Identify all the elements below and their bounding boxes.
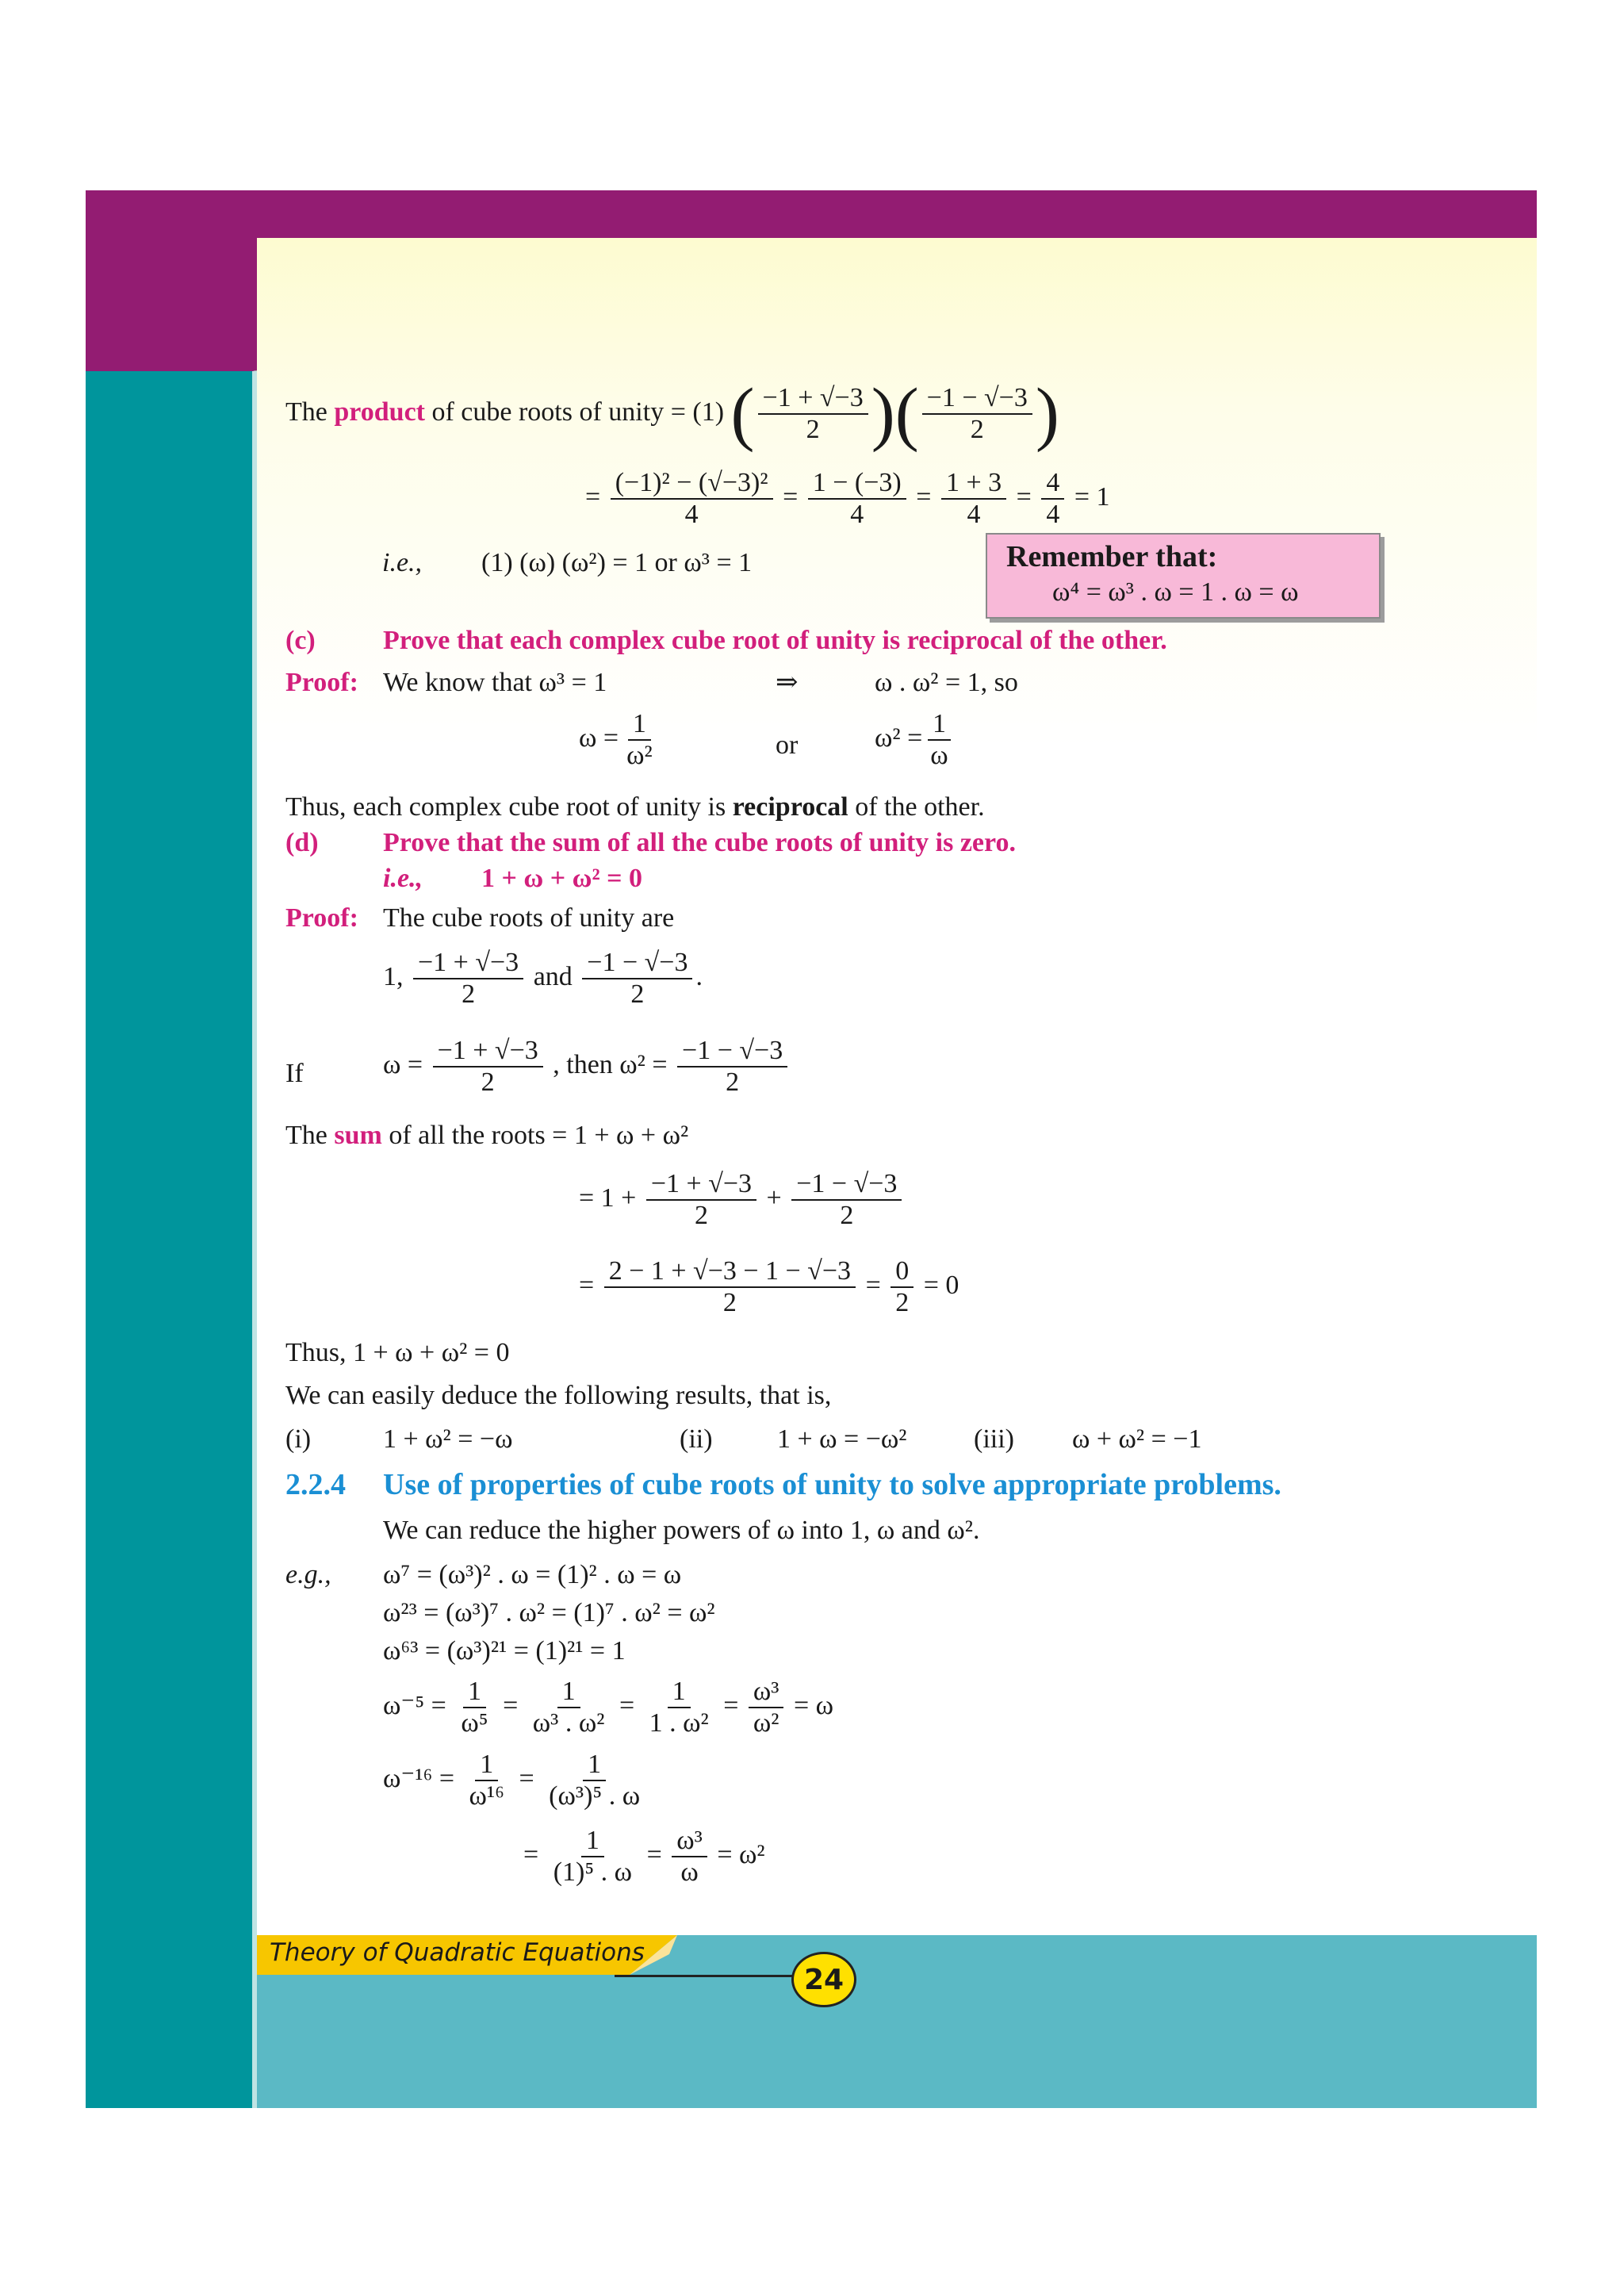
product-ie-label: i.e., [382, 548, 423, 577]
part-d-label: (d) [285, 828, 319, 857]
left-teal-bar [86, 371, 254, 2108]
deduce-line: We can easily deduce the following results, that is, [285, 1381, 832, 1410]
product-fraction-2: $\frac{-1 - √-3}{2}$ [922, 383, 1032, 445]
example-3: ω⁶³ = (ω³)²¹ = (1)²¹ = 1 [383, 1636, 626, 1665]
product-ie-text: (1) (ω) (ω²) = 1 or ω³ = 1 [481, 548, 753, 577]
section-title: Use of properties of cube roots of unity to solve appropriate problems. [383, 1468, 1281, 1501]
part-c-reciprocal-w: ω = $\frac{1}{\text{ω²}}$ [579, 709, 653, 770]
left-bar-divider [252, 371, 257, 2108]
result-iii: ω + ω² = −1 [1072, 1424, 1202, 1454]
example-2: ω²³ = (ω³)⁷ . ω² = (1)⁷ . ω² = ω² [383, 1598, 715, 1627]
result-ii-label: (ii) [680, 1424, 713, 1454]
example-6: = $\frac{1}{\text{(1)⁵ . ω}}$ = $\frac{\text{ω³}}{\omega}$ = ω² [523, 1826, 765, 1887]
section-intro: We can reduce the higher powers of ω into 1, ω and ω². [383, 1516, 980, 1545]
remember-box [986, 533, 1381, 619]
product-keyword: product [334, 397, 425, 427]
section-number: 2.2.4 [285, 1468, 346, 1501]
result-i: 1 + ω² = −ω [383, 1424, 513, 1454]
cube-roots-list: 1, $\frac{-1 + √-3}{2}$ and $\frac{-1 - √-3}{2}$ . [383, 948, 703, 1009]
part-c-conclusion: Thus, each complex cube root of unity is reciprocal of the other. [285, 792, 985, 822]
part-c-line1b: ω . ω² = 1, so [875, 668, 1018, 697]
sum-line: The sum of all the roots = 1 + ω + ω² [285, 1121, 689, 1150]
part-c-line1a: We know that ω³ = 1 [383, 668, 607, 697]
example-1: ω⁷ = (ω³)² . ω = (1)² . ω = ω [383, 1560, 682, 1589]
remember-formula: ω⁴ = ω³ . ω = 1 . ω = ω [1052, 577, 1299, 607]
product-steps: = $\frac{\text{(−1)² − (√−3)²}}{4}$ = $\frac{1 - (-3)}{4}$ = $\frac{1 + 3}{4}$ = $\frac{4}{4}$ = 1 [585, 468, 1110, 529]
sum-step-1: = 1 + $\frac{-1 + √-3}{2}$ + $\frac{-1 - √-3}{2}$ [579, 1169, 905, 1231]
part-c-or: or [776, 730, 799, 760]
product-fraction-1: $\frac{-1 + √-3}{2}$ [758, 383, 868, 445]
product-line: The product of cube roots of unity = (1) ( $\frac{-1 + √-3}{2}$ )( $\frac{-1 - √-3}{2}$ ) [285, 374, 1059, 453]
if-label: If [285, 1059, 304, 1088]
result-iii-label: (iii) [974, 1424, 1014, 1454]
sum-conclusion: Thus, 1 + ω + ω² = 0 [285, 1338, 510, 1367]
part-c-proof-label: Proof: [285, 668, 358, 697]
part-d-heading: Prove that the sum of all the cube roots of unity is zero. [383, 828, 1016, 857]
part-d-ie-eq: 1 + ω + ω² = 0 [481, 864, 643, 893]
omega-definitions: ω = $\frac{-1 + √-3}{2}$ , then ω² = $\frac{-1 - √-3}{2}$ [383, 1036, 791, 1098]
example-5: ω⁻¹⁶ = $\frac{1}{\text{ω¹⁶}}$ = $\frac{1}{\text{(ω³)⁵ . ω}}$ [383, 1750, 641, 1811]
footer-book-title: Theory of Quadratic Equations [270, 1938, 645, 1967]
footer-rule [615, 1975, 793, 1977]
remember-title: Remember that: [1006, 540, 1218, 573]
example-4: ω⁻⁵ = $\frac{1}{\text{ω⁵}}$ = $\frac{1}{\text{ω³ . ω²}}$ = $\frac{1}{\text{1 . ω²}}$ = $\frac{\text{ω³}}{\text{ω²}}$ = ω [383, 1677, 834, 1738]
eg-label: e.g., [285, 1560, 331, 1589]
implies-arrow: ⇒ [776, 668, 799, 697]
part-c-label: (c) [285, 626, 316, 655]
result-ii: 1 + ω = −ω² [777, 1424, 907, 1454]
part-d-proof-text: The cube roots of unity are [383, 903, 675, 933]
sum-step-2: = $\frac{2 - 1 + √-3 - 1 - √-3}{2}$ = $\frac{0}{2}$ = 0 [579, 1256, 959, 1317]
part-c-heading: Prove that each complex cube root of unity is reciprocal of the other. [383, 626, 1167, 655]
part-c-reciprocal-w2: ω² = $\frac{1}{\omega}$ [875, 709, 956, 771]
part-d-ie-label: i.e., [383, 864, 423, 893]
page-number: 24 [791, 1952, 856, 2007]
result-i-label: (i) [285, 1424, 312, 1454]
part-d-proof-label: Proof: [285, 903, 358, 933]
